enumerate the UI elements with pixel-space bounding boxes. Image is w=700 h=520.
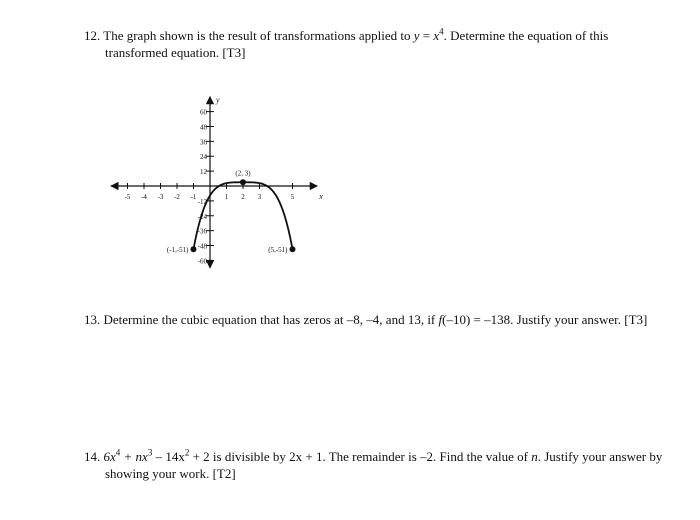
- y-tick-label: -48: [197, 242, 207, 251]
- equation-equals: =: [419, 28, 434, 43]
- question-text-line2: transformed equation. [T3]: [105, 45, 246, 60]
- question-text-line2: showing your work. [T2]: [105, 466, 236, 481]
- polynomial-term-4: + 2: [189, 449, 210, 464]
- question-14: [84, 448, 674, 482]
- y-tick-label: -12: [197, 197, 207, 206]
- point-label: (5,-51): [268, 246, 288, 255]
- question-text: The graph shown is the result of transformations applied to: [103, 28, 414, 43]
- function-name: f: [438, 312, 443, 327]
- x-tick-label: -3: [157, 193, 164, 201]
- x-tick-label: 3: [257, 193, 262, 201]
- exponent-2: 3: [147, 447, 153, 458]
- y-tick-label: 12: [200, 168, 207, 177]
- y-tick-label: 48: [200, 123, 207, 132]
- point-marker: [290, 246, 296, 252]
- x-tick-label: -4: [141, 193, 147, 201]
- question-number: 14.: [84, 449, 101, 464]
- exponent-1: 4: [115, 447, 121, 458]
- y-tick-label: -60: [197, 257, 207, 266]
- question-text-continued: . Justify your answer by: [537, 449, 663, 464]
- y-tick-label: 36: [200, 138, 207, 147]
- question-text: is divisible by 2x + 1. The remainder is –2. Find the value of: [209, 449, 532, 464]
- question-13: [84, 311, 674, 328]
- y-axis-label: y: [216, 95, 220, 105]
- x-tick-label: -5: [124, 193, 131, 201]
- question-text-continued: . Determine the equation of this: [443, 28, 609, 43]
- point-marker: [191, 246, 197, 252]
- function-condition: (–10) = –138: [442, 312, 511, 327]
- point-label: (-1,-51): [166, 246, 189, 255]
- point-marker: [240, 179, 246, 185]
- equation-exponent: 4: [439, 26, 444, 37]
- x-tick-label: -2: [174, 193, 180, 201]
- polynomial-term-3: – 14x: [152, 449, 185, 464]
- x-tick-label: -1: [190, 193, 197, 201]
- x-tick-label: 2: [241, 193, 245, 201]
- x-tick-label: 1: [224, 193, 229, 201]
- point-label: (2, 3): [235, 169, 251, 178]
- equation-lhs: y: [413, 28, 420, 43]
- y-tick-label: -36: [197, 227, 207, 236]
- transformed-quartic-graph: [100, 80, 330, 295]
- y-tick-label: 60: [200, 108, 207, 117]
- polynomial-term-2: + nx: [120, 449, 148, 464]
- polynomial-term-1: 6x: [103, 449, 116, 464]
- equation-base: x: [433, 28, 440, 43]
- x-axis-label: x: [319, 192, 323, 201]
- question-12: [84, 27, 644, 61]
- question-number: 13.: [84, 312, 101, 327]
- y-tick-label: 24: [200, 153, 207, 162]
- question-text: Determine the cubic equation that has zeros at –8, –4, and 13, if: [103, 312, 439, 327]
- question-number: 12.: [84, 28, 101, 43]
- exponent-3: 2: [184, 447, 190, 458]
- question-text-continued: . Justify your answer. [T3]: [510, 312, 648, 327]
- y-tick-label: -24: [197, 212, 207, 221]
- variable-n: n: [531, 449, 538, 464]
- x-tick-label: 5: [290, 193, 295, 201]
